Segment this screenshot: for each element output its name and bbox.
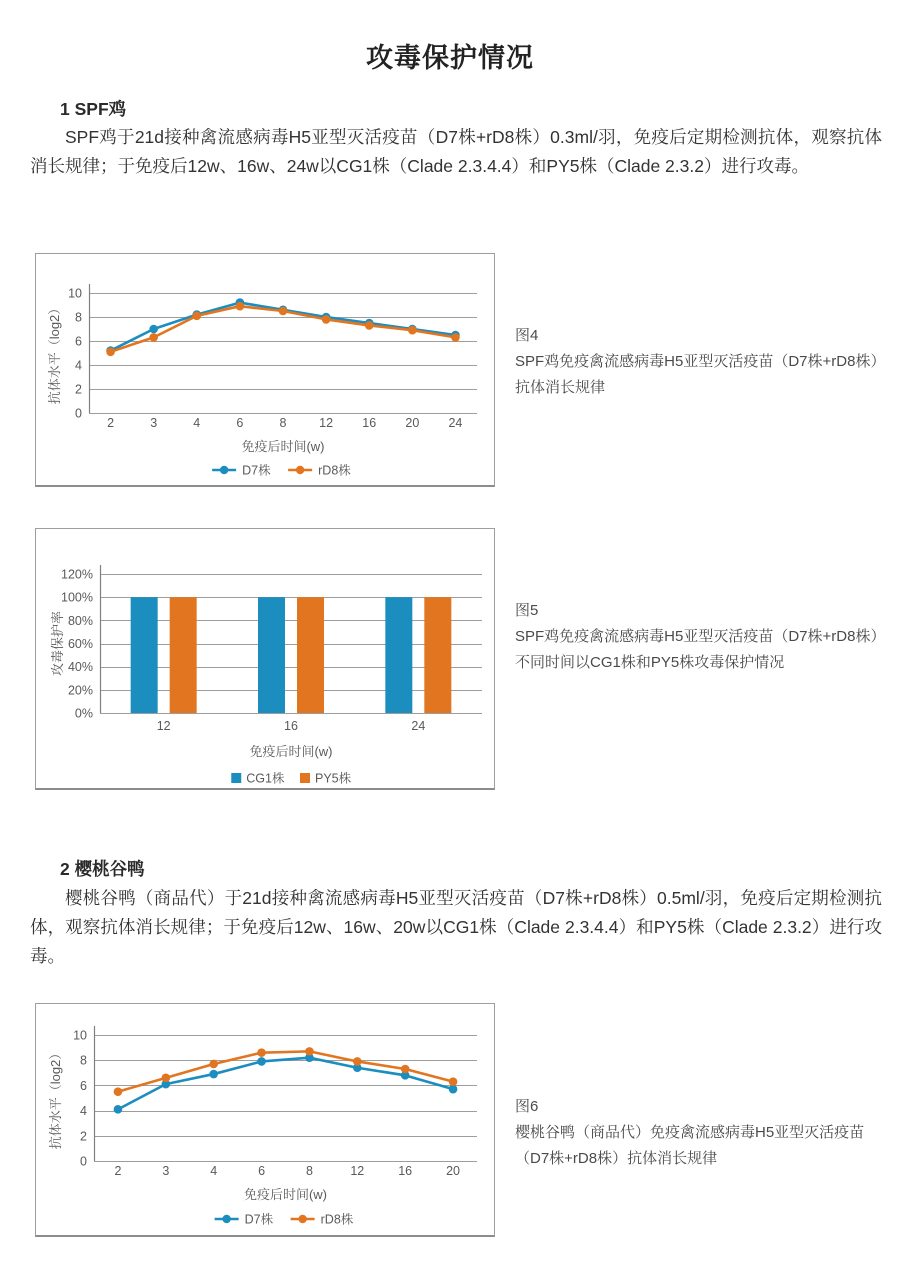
svg-text:2: 2 bbox=[75, 382, 82, 397]
figure-4-chart-box bbox=[35, 253, 495, 487]
svg-text:24: 24 bbox=[411, 719, 426, 733]
svg-text:16: 16 bbox=[398, 1164, 413, 1178]
y-axis-title: 攻毒保护率 bbox=[50, 610, 65, 677]
svg-text:0: 0 bbox=[75, 406, 82, 421]
svg-text:4: 4 bbox=[193, 416, 201, 430]
chart-root bbox=[50, 565, 482, 786]
figure-6-chart-box bbox=[35, 1003, 495, 1237]
svg-text:20: 20 bbox=[446, 1164, 461, 1178]
figure-4-caption bbox=[515, 323, 887, 401]
svg-text:80%: 80% bbox=[67, 613, 93, 628]
svg-text:CG1株: CG1株 bbox=[246, 771, 285, 786]
x-tick-labels bbox=[107, 416, 462, 430]
fig6-line-chart bbox=[36, 1004, 494, 1235]
gridlines bbox=[94, 1036, 477, 1162]
svg-text:D7株: D7株 bbox=[242, 463, 271, 478]
svg-text:3: 3 bbox=[162, 1164, 170, 1178]
x-tick-labels bbox=[157, 719, 426, 733]
figure-5-chart-box bbox=[35, 528, 495, 790]
svg-text:20%: 20% bbox=[67, 683, 93, 698]
svg-text:100%: 100% bbox=[61, 590, 93, 605]
figure-4-caption-label: 图4 bbox=[515, 327, 539, 344]
figure-5-caption bbox=[515, 598, 887, 676]
svg-text:0%: 0% bbox=[74, 706, 93, 721]
figure-5-caption-text: SPF鸡免疫禽流感病毒H5亚型灭活疫苗（D7株+rD8株）不同时间以CG1株和PY5株攻毒保护情况 bbox=[515, 628, 886, 671]
section-2-paragraph: 樱桃谷鸭（商品代）于21d接种禽流感病毒H5亚型灭活疫苗（D7株+rD8株）0.5ml/羽，免疫后定期检测抗体，观察抗体消长规律；于免疫后12w、16w、20w以CG1株（Clade 2.3.4.4）和PY5株（Clade 2.3.2）进行攻毒。 bbox=[30, 888, 882, 966]
series-D7株 bbox=[114, 1053, 458, 1113]
svg-text:60%: 60% bbox=[67, 637, 93, 651]
svg-text:8: 8 bbox=[279, 416, 287, 430]
svg-text:10: 10 bbox=[73, 1028, 87, 1043]
section-1-paragraph: SPF鸡于21d接种禽流感病毒H5亚型灭活疫苗（D7株+rD8株）0.3ml/羽，免疫后定期检测抗体，观察抗体消长规律；于免疫后12w、16w、24w以CG1株（Clade 2.3.4.4）和PY5株（Clade 2.3.2）进行攻毒。 bbox=[30, 127, 882, 176]
svg-text:8: 8 bbox=[75, 310, 82, 325]
figure-4-caption-text: SPF鸡免疫禽流感病毒H5亚型灭活疫苗（D7株+rD8株）抗体消长规律 bbox=[515, 353, 886, 396]
figure-6-caption-label: 图6 bbox=[515, 1098, 539, 1115]
y-tick-labels bbox=[68, 287, 82, 421]
svg-text:4: 4 bbox=[75, 358, 82, 373]
svg-text:12: 12 bbox=[319, 416, 334, 430]
series-rD8株 bbox=[106, 302, 459, 356]
chart-root bbox=[48, 1026, 477, 1227]
svg-text:6: 6 bbox=[236, 416, 244, 430]
svg-text:20: 20 bbox=[405, 416, 420, 430]
legend bbox=[212, 463, 351, 478]
svg-text:24: 24 bbox=[448, 416, 463, 430]
svg-text:6: 6 bbox=[258, 1164, 266, 1178]
section-2-heading: 2 樱桃谷鸭 bbox=[60, 859, 145, 879]
y-axis-title: 抗体水平（log2） bbox=[48, 1046, 63, 1150]
svg-text:12: 12 bbox=[156, 719, 171, 733]
svg-text:4: 4 bbox=[80, 1104, 87, 1119]
page-title: 攻毒保护情况 bbox=[366, 43, 534, 73]
figure-5-caption-label: 图5 bbox=[515, 602, 539, 619]
legend bbox=[215, 1212, 354, 1227]
svg-text:6: 6 bbox=[80, 1078, 87, 1093]
svg-text:rD8株: rD8株 bbox=[320, 1212, 354, 1227]
svg-text:D7株: D7株 bbox=[244, 1212, 274, 1227]
svg-text:8: 8 bbox=[80, 1053, 87, 1068]
svg-text:16: 16 bbox=[362, 416, 377, 430]
svg-text:2: 2 bbox=[80, 1129, 87, 1144]
svg-text:40%: 40% bbox=[67, 660, 93, 675]
figure-6-caption-text: 樱桃谷鸭（商品代）免疫禽流感病毒H5亚型灭活疫苗（D7株+rD8株）抗体消长规律 bbox=[515, 1124, 865, 1167]
svg-text:rD8株: rD8株 bbox=[318, 463, 351, 478]
fig4-line-chart bbox=[36, 254, 494, 485]
svg-text:PY5株: PY5株 bbox=[315, 771, 352, 786]
svg-text:0: 0 bbox=[80, 1154, 87, 1169]
svg-text:6: 6 bbox=[75, 334, 82, 349]
figure-6-caption bbox=[515, 1094, 887, 1172]
svg-text:2: 2 bbox=[114, 1164, 122, 1178]
y-tick-labels bbox=[61, 568, 93, 721]
svg-text:10: 10 bbox=[68, 286, 82, 301]
svg-text:8: 8 bbox=[305, 1164, 313, 1178]
y-tick-labels bbox=[73, 1029, 87, 1169]
section-1-heading: 1 SPF鸡 bbox=[60, 99, 127, 119]
svg-text:12: 12 bbox=[350, 1164, 365, 1178]
x-axis-title: 免疫后时间(w) bbox=[243, 1187, 328, 1202]
svg-text:16: 16 bbox=[284, 719, 298, 733]
x-tick-labels bbox=[114, 1164, 460, 1178]
y-axis-title: 抗体水平（log2） bbox=[47, 301, 62, 405]
fig5-bar-chart bbox=[36, 529, 494, 788]
svg-text:3: 3 bbox=[150, 416, 158, 430]
x-axis-title: 免疫后时间(w) bbox=[241, 439, 325, 454]
svg-text:120%: 120% bbox=[61, 567, 93, 582]
x-axis-title: 免疫后时间(w) bbox=[249, 744, 333, 759]
series-rD8株 bbox=[114, 1047, 458, 1096]
svg-text:4: 4 bbox=[210, 1164, 218, 1178]
chart-root bbox=[47, 284, 477, 478]
legend bbox=[231, 771, 351, 786]
svg-text:2: 2 bbox=[107, 416, 115, 430]
